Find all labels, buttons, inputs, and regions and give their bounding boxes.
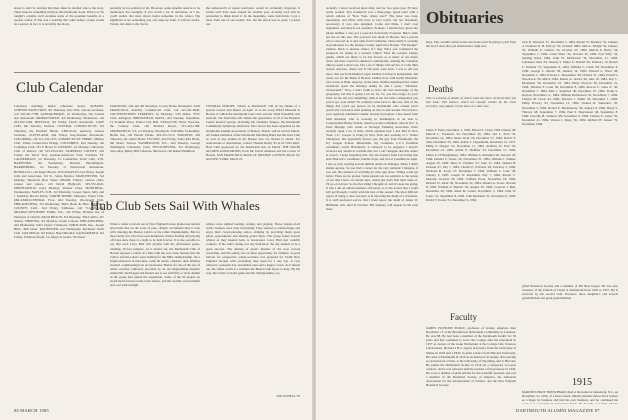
class-1915-obituary: MARTIN LEROY FRENCHMAN died at his home in Jamesburg, N.J., on December 31, 1984, of a heart attack. Martin attended Amos Tuck School as a major in business and had his own business, and he continued his (522, 390, 618, 403)
faculty-obituary-continued: gland Botanical Society and a member of Phi Beta Kappa. He was also treasurer of the Church of Christ at Dartmouth from 1929 to 1957. He is survived by his second wife, Florence; three daughters; and several grandchildren and great-grandchildren. (522, 284, 618, 301)
article-divider (110, 194, 300, 195)
faculty-obituary-column: JAMES PLOYDEN POOLE, professor of botany, emeritus, died December 15 at the Brookhaven Retirement Community in Lebanon. He was 88. He had been a member of the Dartmouth faculty for 39 years and had continued to serve the College after his retirement in 1957 as curator of the Jesup Herbarium at the College Life Sciences Laboratories. He held a B.S. degree in forestry from the University of Maine in 1918 and a Ph.D. in plant science from Harvard University. He came to Dartmouth in 1919 as an instructor in botany, after serving as an instructor at Yale, at the University of Wyoming, and at Harvard. He joined the Dartmouth faculty in 1919 on a temporary two-year contract, and it was renewed until he became a full professor in 1936. He wrote a number of plant articles for the scientific journals, and was a member of the Botanical Society of America, the American Association for the Advancement of Science, and the New England Botanical Society. (426, 326, 516, 388)
club-calendar-heading: Club Calendar (16, 80, 104, 96)
right-page (316, 0, 628, 420)
club-calendar-column-2: SARASOTA, 2nd and 4th Mondays, Crown House Restaurant. SAN FRANCISCO, monthly, Commercial Club, call 415-441-8200. SOUTHWESTERN VERMONT, 1st Thursday, 5:30 dinner, VFW Club, Arlington. SPRINGFIELD, MASS., 2nd Tuesday, September, 12 Franklin Place, School City Hall. SYRACUSE, Hotel Syracuse, the Century Club, call Richard Reeve, 315-424-1188. SPRINGFIELD, VT, 1st Tuesday, Woodstock. TOLEDO, bi-monthly, Heffer Inn, call Harold Elkins, 419-531-5113. TORONTO, 2nd Thursday, the Albert Hotel. TUCSON, 2nd Friday, Santa Rita Hotel, 9th Street, Tucson. WASHINGTON, D.C., 2nd Tuesday, George Washington University Club. WESTCHESTER, 3rd Wednesday, Sept.-May, Bailey Hill Cafeteria, Sherwood, call Robert Hamilton. (110, 104, 200, 154)
obituaries-heading: Obituaries (426, 8, 504, 27)
left-page (0, 0, 312, 420)
whale-article-heading: Hub Club Sets Sail With Whales (90, 198, 260, 213)
deaths-list-column-2: Jack R. Warwick '31, December 5, 1984. Robert W. Buckley '32, January 4. Clarkson K. B. McCoy '32, October 1984. John A. Wright '32, January 26. William E. Gibson '32, October 25, 1984. Melvin P. Barry '34, September 1, 1984. Grant Shaw '34, October 26, 1984. Earl Sibly '34, Sterling Kind, 1984. John W. McDowell '34, December 21, 1984. Lebannon Judd '34, January 2. Elmer E. Donald '36, February 10. Robert F. Sullivan '37, September 8, 1984. William C. Clark '38, November 8, 1984. George L. Marsh '38, January 14, 1985. Edward L. Ward '38, December 1, 1984. Edward L. Shoemaker '39, October 31, 1984. Edwin V. Woodcock '39, March 1984. Robert A. Jacobs '40, June 10, 1984. Roy C. Dickinson '39, December 23, 1984. Harry Newton '39, December 21, 1984. Terrance F. Cook '40, December 8, 1984. Roscoe C. Giles Jr. '40, December 7, 1984. Max J. Siegfried '40, December 25, 1984. Frank S. Dayton, November 11, 1984. William Richardson '41, November 7, 1984. Charles M. Clark '42, 1984. Terrence J. Smith '43, December 1, 1984. Philip O'Carry '43, November 13, 1984. Charles R. Vansellow '45, November 2, 1984. Robert E. Huckleberry '46, January 8, 1984. Harry S. Thieves '48, September 7, 1984. Paul S. Sheranssen '48, September 8, 1984. Dorothy H. Johnson '48, November 9, 1984. Charles E. Luker '50, December 21, 1984. Vernon J. Sharp '56, 1984. Richard H. Jensen '76, December 1984. (522, 40, 618, 126)
club-calendar-column-3: CENTRAL EUROPE, "Music at Dartmouth" will be the theme of a special concert and dinner on April 12 at the Long Wharf Museum in Boston at which the Dartmouth Glee Club and the Wind Ensemble will perform. The festivities will climax the appearance of all of the Hopkins Center musical groups, including the Chamber Singers, the Dartmouth Community Symphony Orchestra. The concert has been organized by the Dartmouth Alumni Association of Boston. Tickets will be sold in March. All former members of the Dartmouth Marching Band and the Glee Club as well as any alumni in the Boston area are invited to attend. For reservations or information, contact Thomas Reilly '65 at 617-623-9401. Host Club sponsored by the Dartmouth Arts in March. THE DAVID ALUMNI ASSOCIATION, from Mr. David Atkinson and the Corner of Boston, SAN FRANCISCO, March 19: ORANGE COUNTY, March 22; and NEW YORK, March 23. (206, 104, 300, 162)
class-notes-continued: hope. This column will be in the next issue, but I'm going to pick from the list of obits that you should know right now. (426, 40, 516, 49)
deaths-heading: Deaths (428, 84, 453, 94)
page-folio-right: DARTMOUTH ALUMNI MAGAZINE 87 (516, 408, 600, 413)
faculty-heading: Faculty (450, 312, 477, 322)
deaths-list-column-1: James F. Peels, December 1, 1984. Harold S. Clark, 1984 January 28. Marvin L. Frederick '22, December 20, 1984. Ted L. Pratt '35, December 22, 1984. James Javitt '26, December 27, 1984. Robert F. Salk, December 29, 1984. Arthur L. Oppenheim, December 21, 1975. Philip V. Dopper '23, November 11, 1984. Anthony W. Pratt '29, December 22, 1984. Arthur E. Shaffner '25, December 17, 1984. James E. O'Shaughnessy, 1984. William A. Rebsmen '26, October 29, 1984. Donald Y. Steele '26, November 25, 1984. William J. Walker, August 20, 1984. Harry E. Fleisher '27, June 13, 1984. Samuel B. Pearson '27, July 7, 1984. Charles E. Edwards '28, February 2, 1984. Nicholas R. Foote '27, December 7, 1984. William C. Lane '28, January 5, 1985. Joseph W. Rosenthal, July 7, 1984. Robert C. Mooney, October 29, 1984. Clifford Foote, November 18, 1984. Richard W. Allan '29, November 22, 1984. Donald A. Foote, October 8, 1984. William V. Harbert '29, August 30, 1984. Conover J. Bell, December 28, 1984. Allan M. Lenter, November 3, 1984. John W. Lottie '31, September 8, 1984. John Merhiens '31, November 6, 1984. David T. Towne '31, December 9, 1984. (426, 128, 516, 202)
class-notes-column: Actually, I never received more mail, and for two years past, I'll have really worked. You wondered: was a three-page, typed letter with a return address of "New York, where else?" The letter was long, interesting, and filled with facts (a nice touch, but not absolutely necessary). It was also unsigned. Come and think, I don't read signatures, and they're not essential. Perhaps, I should have given my phone number. I also got a postcard from Kelly Foreman. Here's what got me on this one. The postcard was made in Boston, had a person who I can read on it, and came from California, where Kelly is working in promotions for the Orange County supervisor Rodger "Tin Dodger" Stanton. Back to nuclear winter, if I may. Have you considered the prospects for skiing in a nuclear winter? Then the powder, bumpy glades, which are likely to be lost forever as so many of our major cities. All lines would be enhanced considerably, making the Canadian Skiway seem a short way. Not a lot of things will survive, it is the third reason. Anyway, where was I? Oh yeah, went back. I was to tell you more, this one from Debbie Logan. Debbie is living in Kennebunk. She writes too for the Bank of Boston. Debbie lives with Kathy Manchell, who works at Bain. Anyway, in the letter, Debbie mentioned that James Gladstone spent the holidays skiing in, and I quote, "Montana, Switzerland." Now, I don't claim to have the best knowledge of the geography, but this is going a bit too far. So, you have bugs; do you? Well, let me tell you something: what is the last time a misspelled you you've got your mind? I'll certainly come back to this one. One of the things that you'll get posted on by Dartmouth rolls around you'd practically even have been pending on who is still around. Now back to your regularly scheduled column, already in progress. I also heard from Mitz Rudman, who is working in Washington as an aide to Congressman Benny Studds, whom you may remember. Also in D.C. is Peter Murphy, who works at Strategic Planning Associates. Peter recently spent a lot of time, which explains how I met him in New York. C.C. Cooper is living in New York and working at J. Walter Thompson. She apparently knows you, the guy from Dartmouth, the Ivy League School. Meanwhile, my roommate C.C.'s freshman roommate, Leslie Hawthorne, is rumored to be engaged. I haven't received any details to confirm this, but I can't imagine that this rumor is correct. I keep forgetting that. We also learned from Carl Kemp that Kim Fink left a roommate, Debbie Pope, and bed at Columbia in April. I am, as well, wearing several million dollars in damages. Dude, I didn't shame anyone. So you find a corner for the very romantic I imagine, if you can, the romance of watching an older guy leave. Things could get better. There are no greater. Some parents are too sensitive to the notion of sex that I have on certain days, which just don't find their ruins of. I'll go on forever. So the first thing I thought of, and it's kept me going, is that I am an embarrassment, obviously, as is the notion that I could still get through. I really wish the best of the season. The most difficult aspect of being a class secretary is in reporting the death of a classmate. It is with profound sorrow that I must report the death of James W. Hillmann, who died in October. His memory will appear in the next issue. (326, 6, 418, 211)
whale-article-column-2: whales were sighted feeding, resting, and playing. These largest-of-all earth creatures were truly fascinating. They seemed to acknowledge and enjoy their crowd-pleasing antics, obliging by providing many great photo opportunities and sharing grand dives. The group found several whales as they headed back to Gloucester. Larry Bird just couldn't compete. If the club's outing was any indication, the day seemed to be a great success. The sharing of picnic lunches of the boat proved rewarding, and the outing was an ideal opportunity for families. A good turnout for prospective whale-watchers was prepared for Swim New England stocked with everything they need for a day trip. A cool onboard, a pleasant day, reasonable rates and a happy crowd. As it turned out, the whale watch is a tradition the Boston club hopes to keep. By the way, the Celtics won the game and the championship, too. (206, 222, 300, 276)
intro-column-3: the netherworld of repeat television, would be eventually forgotten. It seems we'll have been around for another year. Actually we'd still be persuaded to think about it. In the meantime, some half-truths. I got a letter from one of our readers. Yes, but the shock was so great. I passed out. (206, 6, 300, 27)
class-1915-heading: 1915 (572, 377, 592, 388)
page-folio-left: 86 MARCH 1985 (14, 408, 49, 413)
article-byline: TED SCHELL '76 (276, 394, 300, 398)
obituaries-intro: This is a listing of deaths of which word has been received since the last issue. Full notices, which are usually written by the class secretary, may appear in this issue or a later one. (426, 96, 516, 109)
intro-column-2: probably be too political at all. However, some benefits deserve to be mentioned. For example, if you watch a lot of television, as I do, you'll realize that most shows begin sometime in the winter. The nightmare is not something you can wake up from, it will not return. Fonda, and others who live in. (110, 6, 200, 27)
club-calendar-column-1: Luncheon meetings unless otherwise noted. ALBANY-SCHENECTADY-TROY, 3rd Thursday, Parc-Vale, various locations, call 518-345-7788. ALBUQUERQUE, 1st Wednesday, Ten Central Ave Restaurant. BRIDGEWATER, 3rd Wednesday, Heartstone, call 203-762-1284. BUFFALO, 3rd Friday, Pearl's Restaurant. CAPE COD, 4th Tuesday, Seafarer. CENTRAL CONNECTICUT, 3rd Thursday, the Hartford Hilton. CHICAGO, quarterly, various locations. CLEVELAND, 2nd Friday, Keg-Roomer Restaurant. COLUMBIA, call 512-334-1255. CONNECTICUT SHORE, Midday Club, Union Connecticut Bridge. COLUMBUS, 2nd Tuesday, the Columbus Club, 181 E Broad St. DETROIT, 1st Monday, University Club of Detroit, call 313-555-0142. FAIRFIELD COUNTY, 2nd Friday, the Silver Star, German-American Club, Fairfield. FT. LAUDERDALE, 1st Thursday, Ft. Lauderdale Yacht Club, 4:30. HARTFORD, 3rd Wednesday, Marriott Bloomington. HARRISBURG, 1st Tuesday, at Nationwide Restaurant. HONOLULU, call Roger Brown. LOS ANGELES, last Friday, Joseph Jolly and Associates, 3rd St., Santa Monica. MANCHESTER, 3rd Monday, Sheraton's Bow Street. MIAMI, Fridays, various clubs, venues and places, call David Highcroft, 305-572-6222. MINNEAPOLIS, every Monday, Various Cities. MONTRÉAL, Wednesdays. NAPLES, N.H., 3rd Thursday, Cooper Jones, Jolly, and 1 Saturday, Brown Derby. NORTH SHORE, Mondays, Union Club. ORLANDO-CENTRAL FLA, 2nd Tuesday, Woolworth Club. PHILADELPHIA, 3rd Wednesday, Bell's Book & Heat. ORANGE COUNTY, Calif., 2nd Friday, Sailhouse, call 714-548-1140. ORANGE-WESTPORT FORK, Tex., 3rd Friday, Holiday Inn of Parktown at Church. PALM BEACH, 3rd Thursday, Tim Lamb's, 227 Ashley. PHOENIX, 3rd Monday, Grand Canyon. PHILADELPHIA, 2nd Wednesday, Toft's Oyster Crabhouse. PORTLAND, Ore., Joseph Hill's, 36th Street. ROCHESTER, last Wednesday, Rochester Yacht Club. SAN DIEGO, 3rd Friday, Hotel Miramar. SACRAMENTO, 3rd Friday, 250 Rose Room, 1st, Meg's in Grand, 7th Street. (14, 104, 104, 239)
intro-column-1: about it, and I've decided that there must be another side to the story. There must be something living in the mushroom cloud. What is it? In tonight's column, we'll examine some of the potential benefits of a nuclear winter. If that was a warning that came before, scenes would be a period, in fact, it is probably the nicest. (14, 6, 104, 27)
whale-article-column-1: When a whale is struck out of New England's more glamorous natural attractions like on the scale of pure, athletic excitement then it took with cheering the Boston Celtics or the rather championship. But for those lucky few who have seen humpback whales feeding and playing off Cape Ann, there is a sight to be held forever. It is also possible to say that even Larry Bird isn't playful with his off-balance game-winning, 30-foot jumpers. As it turned out, the Dartmouth Club of Boston enjoyed a whale of a time with the very same Sunday that the Celtics and the Lakers went battling for the NBA championship. On a bright afternoon in mid-June, some 60 adults, children, their families boarded a sightseeing boat on Gloucester Harbor for one of the sort of whale watches. Onboard, provided by an old shipbuilding member named Mr. Stellwagen and headed out to sea with fifty or sixty alumni in the group had joined the expedition. Some of the 62 people on board had not been on the water before, and the weather was beautiful and cool with twilight. (110, 222, 200, 288)
section-divider (14, 72, 300, 73)
